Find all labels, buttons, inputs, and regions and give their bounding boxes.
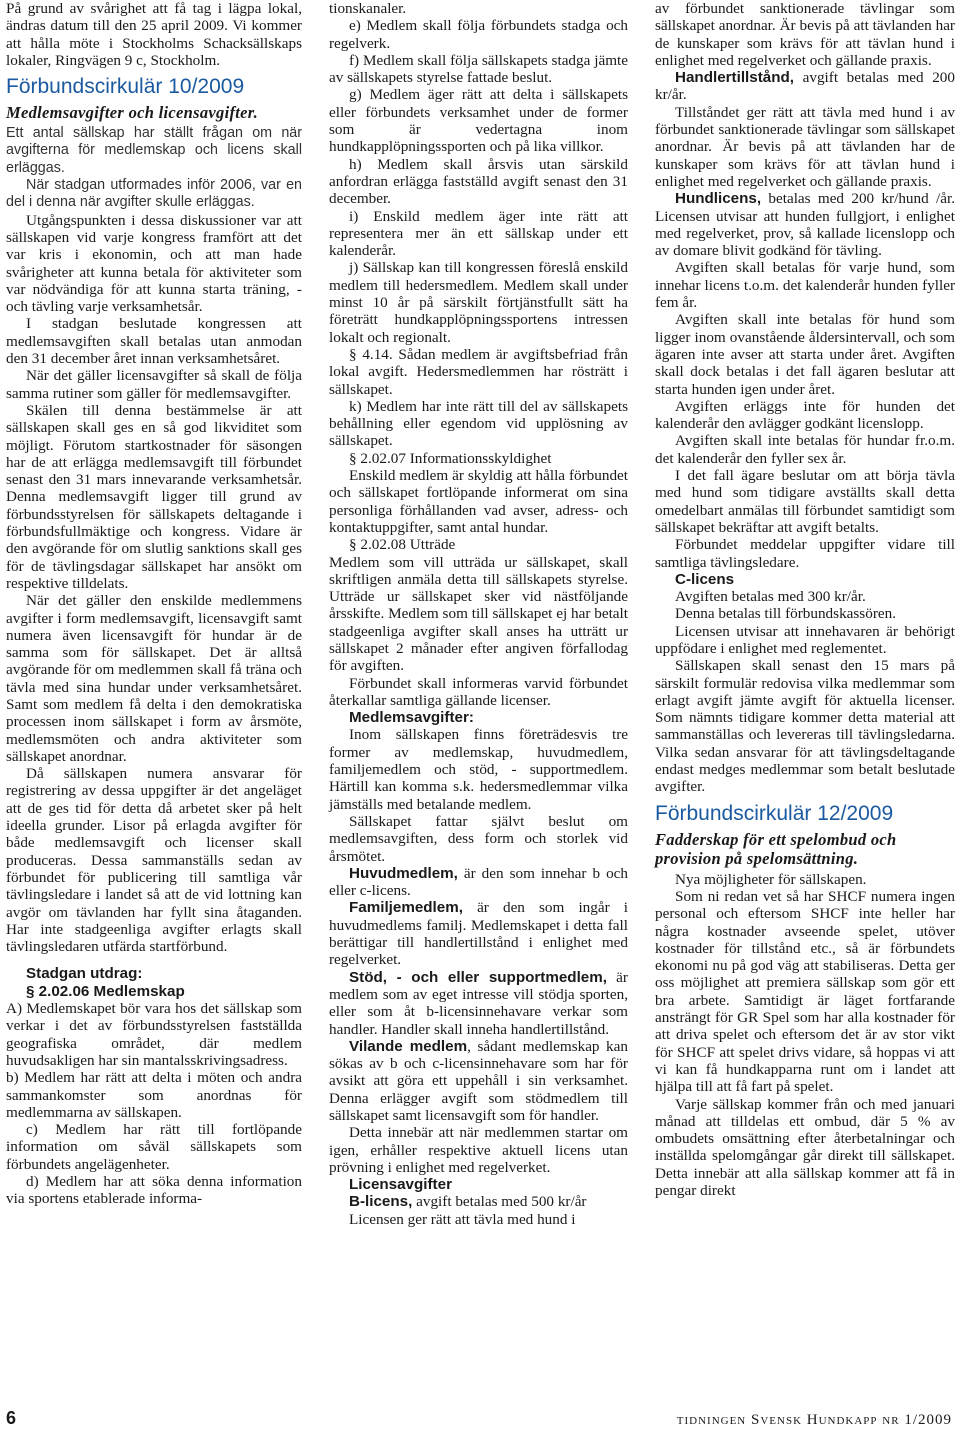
body-paragraph: Avgiften erläggs inte för hunden det kalenderår den avlägger godkänt licenslopp. [655, 397, 955, 433]
body-paragraph: b) Medlem har rätt att delta i möten och andra sammankomster som anordnas för medlemmarna av sällskapen. [6, 1069, 302, 1121]
circular-10-subheading: Medlemsavgifter och licensavgifter. [6, 103, 258, 123]
body-paragraph: Nya möjligheter för sällskapen. [675, 870, 867, 888]
medlemsavgifter-label: Medlemsavgifter: [349, 709, 474, 727]
body-paragraph [655, 69, 955, 104]
body-paragraph: Avgiften skall betalas för varje hund, som innehar licens t.o.m. det kalenderår hunden fyller fem år. [655, 259, 955, 312]
lead-paragraph: Ett antal sällskap har ställt frågan om när avgifterna för medlemskap och licens skall erläggas. [6, 125, 302, 176]
term-text: avgift betalas med 200 kr/år. [655, 69, 955, 104]
body-paragraph: av förbundet sanktionerade tävlingar som sällskapet anordnar. Är bevis på att tävlanden har de kunskaper som krävs för att tävlan hund i enlighet med regelverket och gällande praxis. [655, 0, 955, 69]
body-paragraph: e) Medlem skall följa förbundets stadga och regelverk. [329, 17, 628, 52]
circular-12-heading: Förbundscirkulär 12/2009 [655, 801, 894, 825]
body-paragraph: Enskild medlem är skyldig att hålla förbundet och sällskapet fortlöpande informerat om sina personliga förhållanden vad avser, adress- och kontaktuppgifter, samt antal hundar. [329, 467, 628, 536]
term-label: Stöd, - och eller supportmedlem, [349, 968, 607, 986]
lead-paragraph: När stadgan utformades inför 2006, var en del i denna när avgifter skulle erläggas. [6, 177, 302, 211]
term-text: är den som ingår i huvudmedlems familj. Medlemskapet i detta fall berättigar till handlertillstånd i enlighet med regelverket. [329, 899, 628, 969]
body-paragraph: h) Medlem skall årsvis utan särskild anfordran erlägga fastställd avgift senast den 31 december. [329, 155, 628, 208]
body-paragraph: Förbundet meddelar uppgifter vidare till samtliga tävlingsledare. [655, 536, 955, 571]
body-paragraph: Sällskapet fattar självt beslut om medlemsavgiften, dess form och storlek vid årsmötet. [329, 812, 628, 865]
body-paragraph: Utgångspunkten i dessa diskussioner var att sällskapen vid varje kongress framfört att det var kris i ekonomin, och att man hade svårigheter att kunna betala för aktiviteter som var nödvändiga för att kunna starta träning, - och tävling varje verksamhetsår. [6, 211, 302, 316]
section-label: § 2.02.06 Medlemskap [26, 982, 185, 1000]
body-paragraph: I stadgan beslutade kongressen att medlemsavgiften skall betalas utan anmodan den 31 december året innan verksamhetsåret. [6, 315, 302, 368]
body-paragraph: c) Medlem har rätt till fortlöpande information om såväl sällskapets som förbundets angelägenheter. [6, 1121, 302, 1173]
body-paragraph: Som ni redan vet så har SHCF numera ingen personal och eftersom SHCF inte heller har några kostnader avseende spelet, utöver kostnader för tillstånd etc., så är förbundets ekonomi nu på god väg att stabiliseras. Detta ger oss möjlighet att premiera sällskap som gör ett bra arbete. Samtidigt är läget fortfarande ansträngt för GR Spel som har alla kostnader för att driva spelet och eftersom det är av stor vikt för SHCF att spelet drivs vidare, så hoppas vi att vi kan få hundkapparna runt om i landet att hjälpa till att få fart på spelet. [655, 887, 955, 1096]
body-paragraph: Licensen utvisar att innehavaren är behörigt uppfödare i enlighet med reglementet. [655, 622, 955, 657]
body-paragraph: Sällskapen skall senast den 15 mars på särskilt formulär redovisa vilka medlemmar som erlagt avgift jämte avgift för aktuella licenser. Som nämnts tidigare kommer detta material att sammanställas och levereras till tävlingsledarna. Vilka sedan ansvarar för att tävlingsdeltagande endast medges medlemmar som betalt beslutade avgifter. [655, 657, 955, 796]
body-paragraph: Denna betalas till förbundskassören. [675, 605, 897, 623]
column-1 [6, 0, 302, 1208]
body-paragraph: A) Medlemskapet bör vara hos det sällskap som verkar i det av förbundsstyrelsen fastställda geografiska området, där medlem huvudsakligen har sin mantalsskrivingsadress. [6, 1000, 302, 1069]
term-label: Hundlicens, [675, 190, 762, 208]
column-2 [329, 0, 628, 1228]
body-paragraph: j) Sällskap kan till kongressen föreslå enskild medlem till hedersmedlem. Medlem skall under minst 10 år på särskilt förtjänstfullt sätt ha företrätt hundkapplöpningssportens intressen lokalt och regionalt. [329, 259, 628, 346]
body-paragraph: Avgiften betalas med 300 kr/år. [675, 588, 866, 606]
body-paragraph: Varje sällskap kommer från och med januari månad att tilldelas ett ombud, där 5 % av ombudets omsättning efter återbetalningar och inställda spelomgångar går direkt till sällskapet. Detta innebär att alla sällskap kommer att få in pengar direkt [655, 1095, 955, 1199]
term-label: B-licens, [349, 1193, 413, 1211]
body-paragraph: tionskanaler. [329, 0, 407, 17]
body-paragraph: k) Medlem har inte rätt till del av sällskapets behållning eller egendom vid upplösning av sällskapet. [329, 397, 628, 450]
body-paragraph: Detta innebär att när medlemmen startar om igen, erhåller respektive aktuell licens utan prövning i enlighet med regelverket. [329, 1124, 628, 1176]
stadgan-label: Stadgan utdrag: [26, 965, 143, 983]
body-paragraph: f) Medlem skall följa sällskapets stadga jämte av sällskapets styrelse fattade beslut. [329, 51, 628, 87]
circular-10-heading: Förbundscirkulär 10/2009 [6, 75, 245, 99]
body-paragraph: Skälen till denna bestämmelse är att sällskapen skall ges en så god likviditet som möjligt. Förutom startkostnader för säsongen har de att erlägga medlemsavgift till förbundet senast den 31 mars innevarande verksamhetsår. Denna medlemsavgift ligger till grund av förbundsstyrelsen för sällskapets deltagande i förbundsfullmäktige och kongress. Vidare är den avgörande för om slutlig sanktions skall ges för de tävlingsdagar sällskapet har ansökt om respektive tilldelats. [6, 401, 302, 592]
term-text: avgift betalas med 500 kr/år [412, 1193, 587, 1211]
body-paragraph: § 4.14. Sådan medlem är avgiftsbefriad från lokal avgift. Hedersmedlemmen har rösträtt i sällskapet. [329, 345, 628, 398]
body-paragraph: Tillståndet ger rätt att tävla med hund i av förbundet sanktionerade tävlingar som sällskapet anordnar. Är bevis på att tävlanden har de kunskaper som krävs för att tävlan hund i enlighet med regelverket och gällande praxis. [655, 103, 955, 190]
publication-footer: tidningen Svensk Hundkapp nr 1/2009 [676, 1412, 952, 1428]
body-paragraph: i) Enskild medlem äger inte rätt att representera mer än ett sällskap under ett kalenderår. [329, 207, 628, 260]
term-label: Huvudmedlem, [349, 864, 458, 882]
term-text: är medlem som av eget intresse vill stödja sporten, eller som åt b-licensinnehavare verkar som handler. Handler skall inneha handlertillstånd. [329, 968, 628, 1038]
body-paragraph [655, 190, 955, 259]
licensavgifter-label: Licensavgifter [349, 1176, 452, 1194]
term-text: , sådant medlemskap kan sökas av b och c-licensinnehavare som har för avsikt att göra ett uppehåll i sin verksamhet. Denna erlägger avgift som stödmedlem till sällskapet samt licensavgift som för handler. [329, 1037, 628, 1124]
term-label: Familjemedlem, [349, 899, 463, 917]
term-text: är den som innehar b och eller c-licens. [329, 864, 628, 900]
body-paragraph: g) Medlem äger rätt att delta i sällskapets eller förbundets verksamhet under de former som är vedertagna inom hundkapplöpningssporten och på lika villkor. [329, 86, 628, 156]
body-paragraph: Medlem som vill utträda ur sällskapet, skall skriftligen anmäla detta till sällskapets styrelse. Utträde ur sällskapet sker vid nästföljande årsskifte. Medlem som till sällskapet ej har betalt stadgeenliga avgifter skall anses ha utträtt ur sällskapet 2 månader efter angiven förfallodag för avgiften. [329, 553, 628, 675]
body-paragraph: När det gäller licensavgifter så skall de följa samma rutiner som gäller för medlemsavgifter. [6, 367, 302, 402]
body-paragraph: d) Medlem har att söka denna information via sportens etablerade informa- [6, 1173, 302, 1208]
body-paragraph: Då sällskapen numera ansvarar för registrering av dessa uppgifter är det angeläget att de ges tid för detta då arbetet sker på helt ideella grunder. Lisor på erlagda avgifter för både medlemsavgift och licenser skall produceras. Dessa sammanställs sedan av förbundet för publicering till samtliga vår tävlingsledare i landet så att de vid lottning kan avgör om tävlanden har fyllt sina åtaganden. Har inte stadgeenliga avgifter erlagts skall tävlingsledaren utfärda startförbund. [6, 765, 302, 956]
body-paragraph [329, 1193, 628, 1210]
body-paragraph [329, 899, 628, 968]
term-label: Vilande medlem [349, 1037, 468, 1055]
body-paragraph: I det fall ägare beslutar om att börja tävla med hund som tidigare avställts skall detta omedelbart anmälas till förbundet samtidigt som sällskapet bekräftar att avgift betalts. [655, 467, 955, 536]
term-text: betalas med 200 kr/hund /år. Licensen utvisar att hunden fullgjort, i enlighet med regelverket, prov, så kallade licenslopp och av domare blivit godkänd för tävling. [655, 190, 955, 260]
section-title: § 2.02.07 Informationsskyldighet [349, 449, 552, 467]
term-label: Handlertillstånd, [675, 69, 794, 87]
clicens-label: C-licens [675, 570, 735, 588]
body-paragraph [329, 1038, 628, 1124]
column-3 [655, 0, 955, 1199]
body-paragraph [329, 969, 628, 1038]
body-paragraph: Inom sällskapen finns företrädesvis tre former av medlemskap, huvudmedlem, familjemedlem och stöd, - supportmedlem. Härtill kan komma s.k. hedersmedlemmar vilka jämställs med betalande medlem. [329, 726, 628, 813]
section-title: § 2.02.08 Utträde [349, 536, 456, 554]
body-paragraph: Licensen ger rätt att tävla med hund i [349, 1210, 576, 1228]
intro-paragraph: På grund av svårighet att få tag i lägpa lokal, ändras datum till den 25 april 2009. Vi kommer att hålla möte i Stockholms Schacksällskaps lokaler, Ringvägen 9 c, Stockholm. [6, 0, 302, 69]
body-paragraph: Förbundet skall informeras varvid förbundet återkallar samtliga gällande licenser. [329, 674, 628, 709]
circular-12-subheading: Fadderskap för ett spelombud och provision på spelomsättning. [655, 829, 897, 868]
body-paragraph [329, 865, 628, 900]
page-number: 6 [6, 1408, 17, 1428]
body-paragraph: När det gäller den enskilde medlemmens avgifter i form medlemsavgift, licensavgift samt numera även licensavgift för hundar är de samma som för sällskapet. Det är alltså avgörande för om medlemmen skall få träna och tävla med sina hundar under verksamhetsåret. Samt som medlem få delta i den demokratiska processen inom sällskapet i form av årsmöte, medlemsmöten och andra aktiviteter som sällskapet anordnar. [6, 592, 302, 765]
body-paragraph: Avgiften skall inte betalas för hund som ligger inom ovanstående åldersintervall, och som ägaren inte avser att starta under året. Avgiften skall dock betalas i det fall ägaren beslutar att starta hunden igen under året. [655, 311, 955, 398]
body-paragraph: Avgiften skall inte betalas för hundar fr.o.m. det kalenderår den fyller sex år. [655, 432, 955, 467]
